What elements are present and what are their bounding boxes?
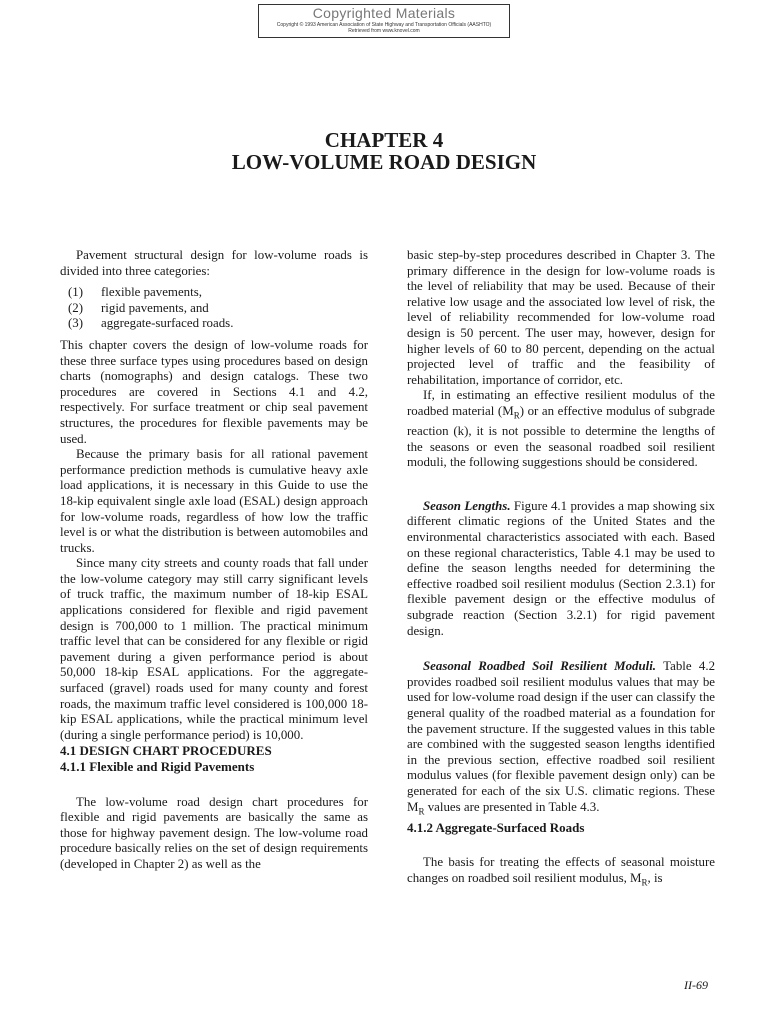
list-item: (3) aggregate-surfaced roads. xyxy=(68,316,234,331)
season-lengths-heading: Season Lengths. xyxy=(423,498,511,513)
section-heading-4-1-2: 4.1.2 Aggregate-Surfaced Roads xyxy=(407,819,585,835)
left-column xyxy=(60,248,368,873)
stamp-title: Copyrighted Materials xyxy=(312,5,456,21)
section-heading-4-1-1: 4.1.1 Flexible and Rigid Pavements xyxy=(60,759,255,774)
stamp-retrieved-line: Retrieved from www.knovel.com xyxy=(348,28,420,34)
chapter-title: LOW-VOLUME ROAD DESIGN xyxy=(231,150,537,174)
intro-paragraph: Pavement structural design for low-volume roads is divided into three categories: xyxy=(60,248,368,278)
season-lengths-paragraph: Season Lengths. Figure 4.1 provides a map showing six different climatic regions of the United States and the environmental characteristics associated with each. Based on these regional characteristics, Table 4.1 may be used to define the season lengths needed for determining the effective roadbed soil resilient modulus (Section 2.3.1) for flexible pavement design or the effective modulus of subgrade reaction (Section 3.2.1) for rigid pavement design. xyxy=(407,498,715,638)
basis-paragraph: Because the primary basis for all rational pavement performance prediction methods is cumulative heavy axle load applications, it is necessary in this Guide to use the 18-kip equivalent single axle load (ESAL) design approach for low-volume roads, regardless of how low the traffic level is or what the distribution is between automobiles and trucks. xyxy=(60,447,368,555)
page-number: II-69 xyxy=(684,978,708,992)
category-list xyxy=(68,285,368,332)
streets-paragraph: Since many city streets and county roads that fall under the low-volume category may still carry significant levels of truck traffic, the maximum number of 18-kip ESAL applications considered for flexible and rigid pavement design is 700,000 to 1 million. The practical minimum traffic level that can be considered for any flexible or rigid pavement during a given performance period is about 50,000 18-kip ESAL applications. For the aggregate-surfaced (gravel) roads used for many county and forest roads, the maximum traffic level considered is 100,000 18-kip ESAL applications, while the practical minimum level (during a single performance period) is 10,000. xyxy=(60,556,368,742)
stamp-copyright-line: Copyright © 1993 American Association of State Highway and Transportation Officials (AASHTO) xyxy=(276,22,492,28)
list-item: (1) flexible pavements, xyxy=(68,285,202,300)
seasonal-moduli-paragraph: Seasonal Roadbed Soil Resilient Moduli. Table 4.2 provides roadbed soil resilient modulus values that may be used for low-volume road design if the user can classify the general quality of the roadbed material as a foundation for the pavement structure. If the suggested values in this table are combined with the suggested season lengths identified in the previous section, effective roadbed soil resilient modulus values (for flexible pavement design only) can be generated for each of the six U.S. climatic regions. These $M_R$ values are presented in Table 4.3. xyxy=(407,659,716,817)
covers-paragraph: This chapter covers the design of low-volume roads for these three surface types using procedures based on design charts (nomographs) and design catalogs. These two procedures are covered in Sections 4.1 and 4.2, respectively. For surface treatment or chip seal pavement structures, the procedures for flexible pavements may be used. xyxy=(60,337,368,446)
section-heading-4-1: 4.1 DESIGN CHART PROCEDURES xyxy=(60,743,272,759)
modulus-paragraph: If, in estimating an effective resilient modulus of the roadbed material $(M_R)$ or an effective modulus of subgrade reaction (k), it is not possible to determine the lengths of the seasons or even the seasonal roadbed soil resilient moduli, the following suggestions should be considered. xyxy=(407,388,715,470)
copyright-stamp xyxy=(258,4,510,38)
right-column xyxy=(407,248,715,891)
seasonal-moduli-heading: Seasonal Roadbed Soil Resilient Moduli. xyxy=(423,659,657,674)
continued-paragraph: basic step-by-step procedures described in Chapter 3. The primary difference in the design for low-volume roads is the level of reliability that may be used. Because of their relative low usage and the associated low level of risk, the level of reliability recommended for low-volume road design is 50 percent. The user may, however, design for higher levels of 60 to 80 percent, depending on the actual projected level of traffic and the feasibility of rehabilitation, importance of corridor, etc. xyxy=(407,248,715,387)
aggregate-basis-paragraph: The basis for treating the effects of seasonal moisture changes on roadbed soil resilient modulus, $M_R$, is xyxy=(407,855,715,888)
chart-procedure-paragraph: The low-volume road design chart procedures for flexible and rigid pavements are basically the same as those for highway pavement design. The low-volume road procedure basically relies on the set of design requirements (developed in Chapter 2) as well as the xyxy=(60,794,368,871)
list-item: (2) rigid pavements, and xyxy=(68,300,209,315)
chapter-number: CHAPTER 4 xyxy=(324,128,444,152)
